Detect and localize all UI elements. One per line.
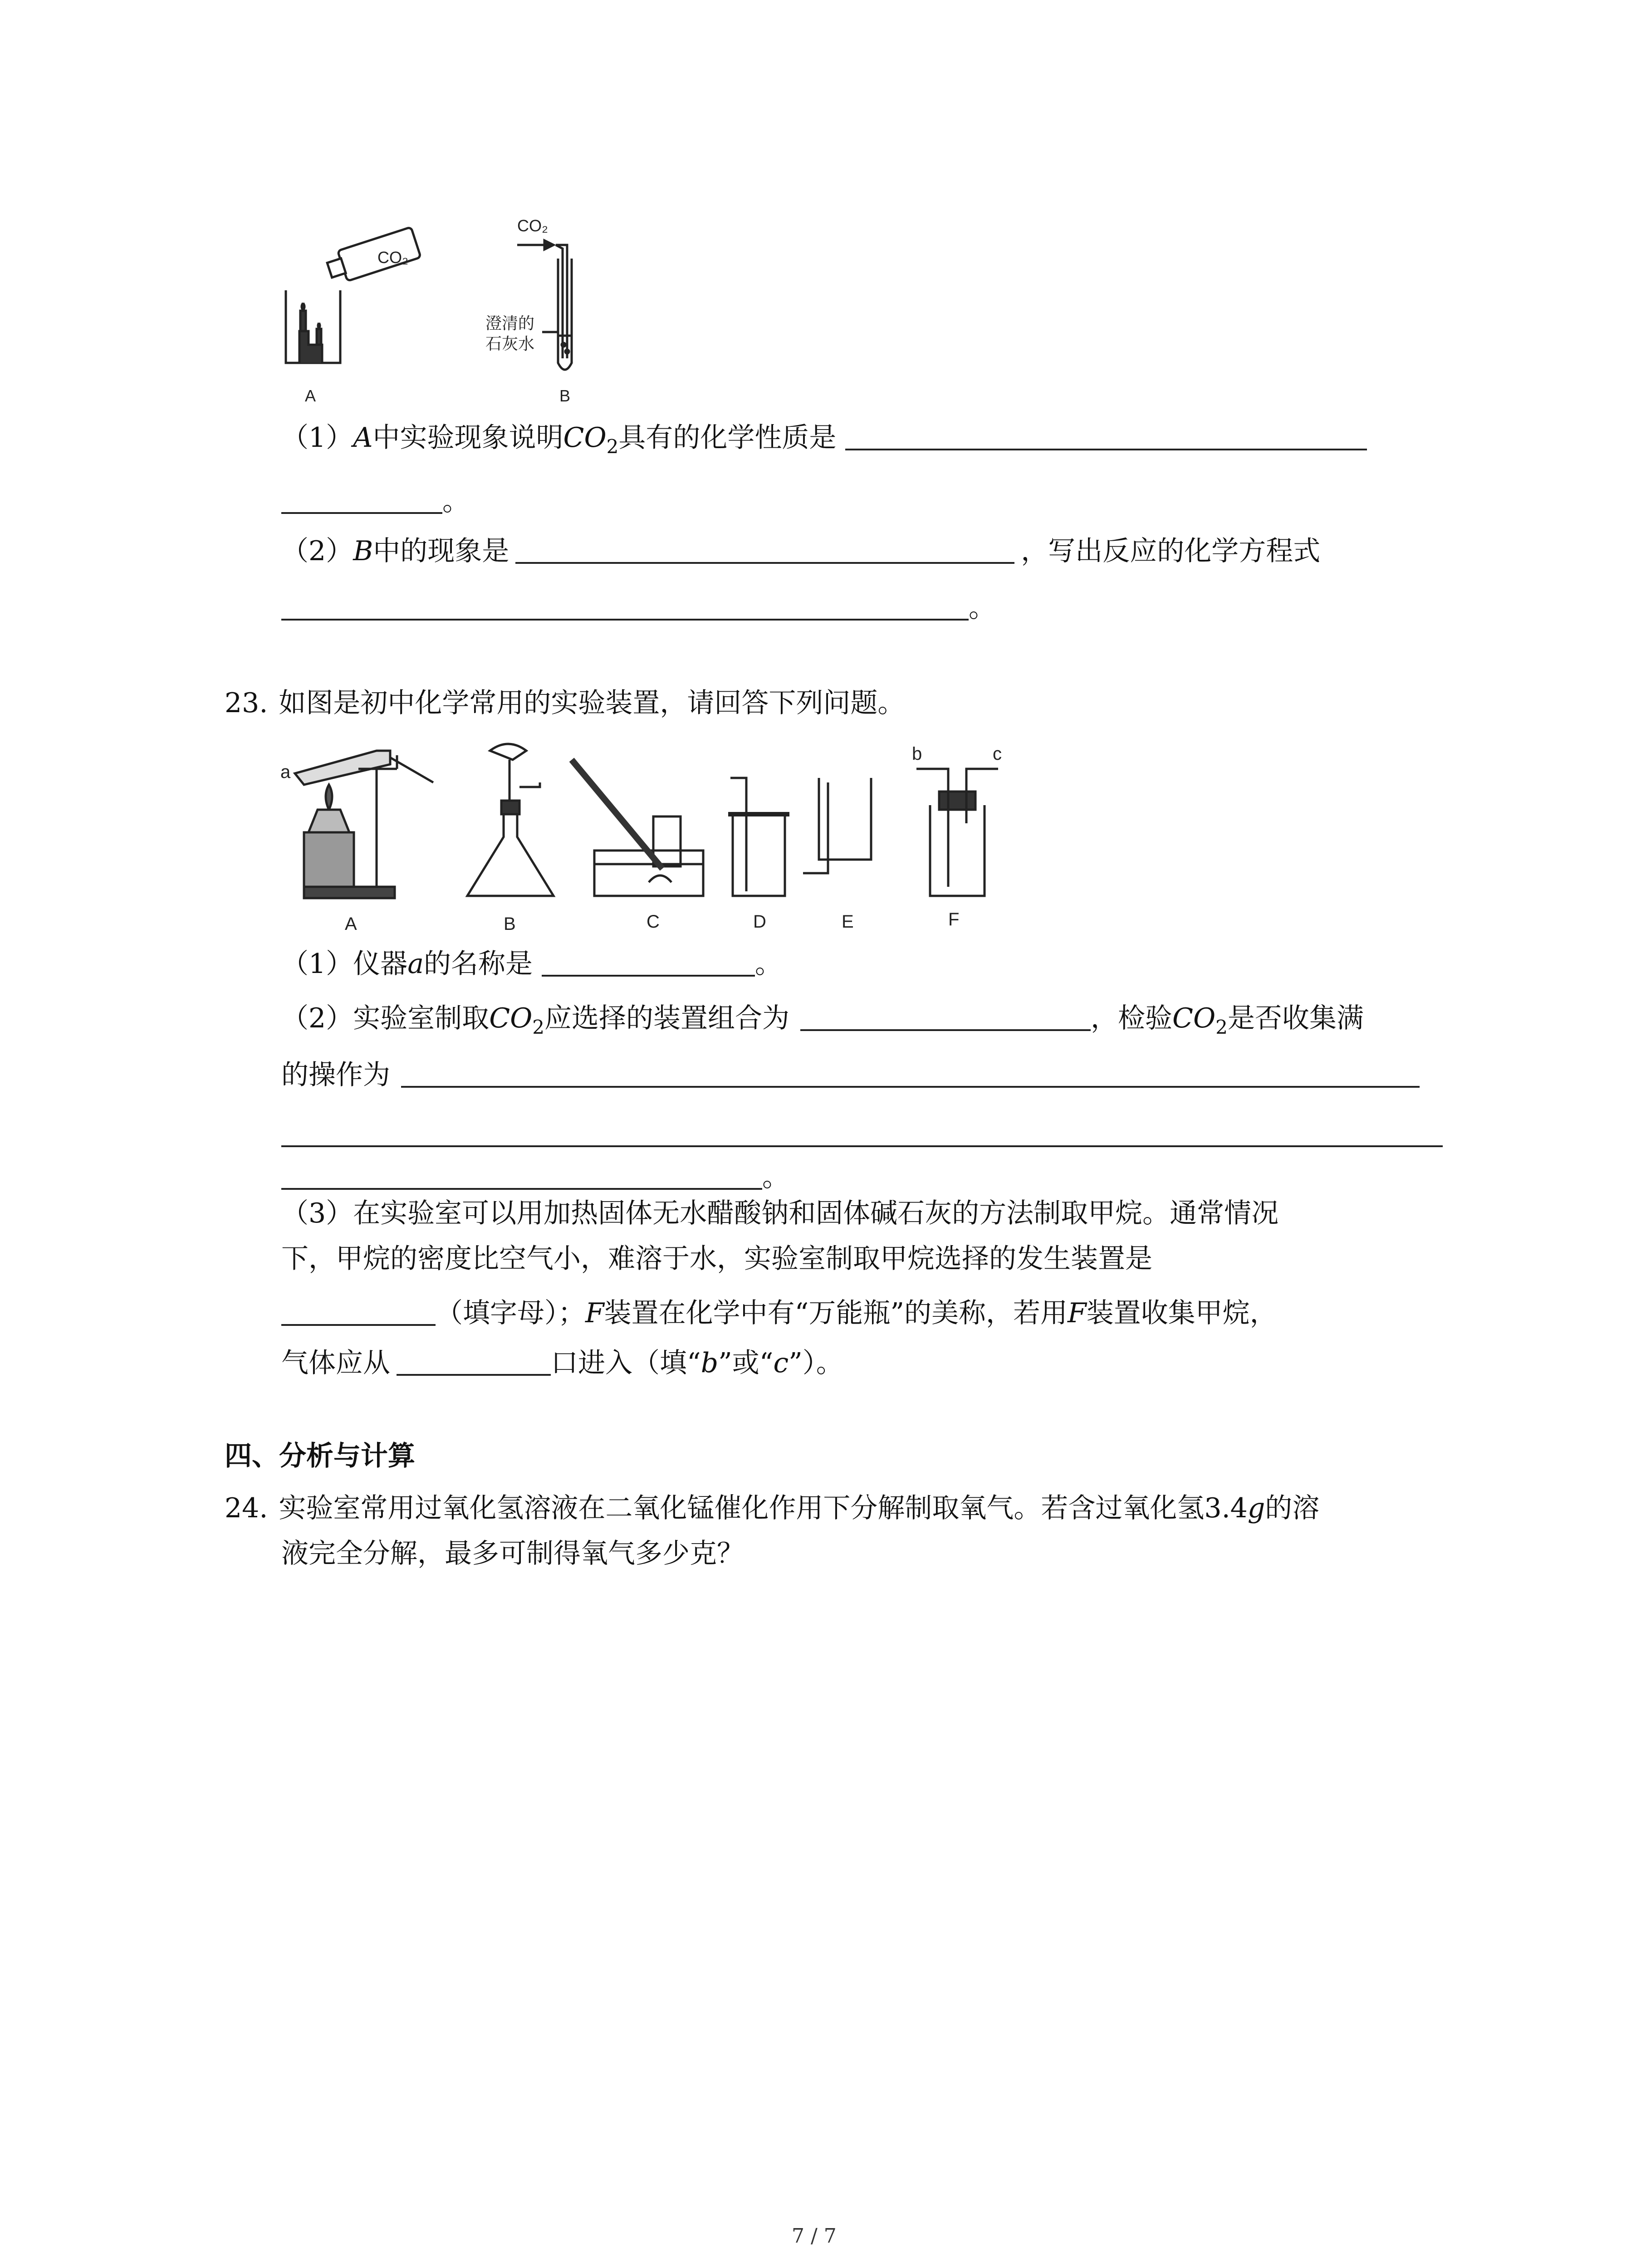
q22-part1-continued: 。	[281, 483, 470, 519]
figure-label-b: B	[504, 914, 516, 934]
figure-label-e: E	[842, 912, 854, 932]
port-c-label: c	[993, 744, 1002, 764]
figure-q22-apparatus	[272, 213, 644, 413]
q23-answer-blank-1[interactable]	[542, 947, 755, 977]
q23-operation-blank-line2[interactable]	[281, 1145, 1443, 1147]
q23-part1: （1）仪器a的名称是 。	[281, 946, 782, 982]
q22-part2: （2）B中的现象是 ，写出反应的化学方程式	[281, 533, 1320, 569]
q24-line1: 24. 实验室常用过氧化氢溶液在二氧化锰催化作用下分解制取氧气。若含过氧化氢3.4g的溶	[225, 1492, 1320, 1524]
figure-label-f: F	[948, 909, 960, 929]
q23-part2-line3: 。	[281, 1159, 789, 1195]
apparatus-d-bottle	[728, 778, 789, 896]
apparatus-a-heating	[295, 751, 433, 898]
q23-operation-blank-line3[interactable]	[281, 1160, 762, 1190]
q23-part2-line2: 的操作为	[281, 1057, 1420, 1093]
limewater-label-2: 石灰水	[485, 334, 535, 353]
figure-label-b: B	[559, 386, 571, 405]
section-heading: 四、分析与计算	[225, 1440, 415, 1472]
q23-stem: 23. 如图是初中化学常用的实验装置，请回答下列问题。	[225, 687, 905, 719]
q22-part1: （1）A中实验现象说明$CO_2$具有的化学性质是	[281, 420, 1367, 456]
apparatus-b-flask	[467, 744, 554, 896]
figure-label-c: C	[647, 912, 660, 932]
q22-answer-blank-2[interactable]	[515, 534, 1014, 564]
port-b-label: b	[912, 744, 922, 764]
q23-answer-blank-2[interactable]	[800, 1001, 1091, 1031]
apparatus-f-bottle	[916, 769, 998, 896]
figure-q23-apparatus	[277, 733, 1021, 941]
co2-bottle-label: CO₂	[377, 248, 408, 267]
q23-part2: （2）实验室制取$CO_2$应选择的装置组合为 ，检验$CO_2$是否收集满	[281, 1000, 1364, 1036]
q23-part3-line2: 下，甲烷的密度比空气小，难溶于水，实验室制取甲烷选择的发生装置是	[281, 1243, 1152, 1275]
q22-answer-blank-1[interactable]	[845, 420, 1367, 450]
figure-label-a: A	[345, 914, 357, 934]
figure-label-a: A	[305, 386, 316, 405]
q24-line2: 液完全分解，最多可制得氧气多少克？	[281, 1538, 744, 1569]
q23-inlet-blank[interactable]	[397, 1346, 551, 1376]
instrument-a-label: a	[280, 762, 291, 782]
q23-part3-line4: 气体应从 口进入（填“b”或“c”）。	[281, 1345, 843, 1381]
figure-label-d: D	[753, 912, 766, 932]
q22-answer-blank-1b[interactable]	[281, 484, 442, 514]
limewater-label-1: 澄清的	[485, 314, 535, 332]
q23-generator-blank[interactable]	[281, 1296, 436, 1326]
apparatus-c-water-trough	[572, 760, 703, 896]
q22-part2-continued: 。	[281, 590, 996, 626]
apparatus-e-bottle	[803, 778, 871, 873]
q22-equation-blank[interactable]	[281, 591, 969, 621]
q23-part3-line3: （填字母）；F装置在化学中有“万能瓶”的美称，若用F装置收集甲烷，	[281, 1295, 1277, 1331]
beaker-with-candles-illustration	[286, 290, 340, 363]
page-number: 7 / 7	[792, 2224, 837, 2248]
co2-inlet-label: CO₂	[517, 216, 548, 235]
q23-operation-blank[interactable]	[401, 1058, 1420, 1088]
q23-part3-line1: （3）在实验室可以用加热固体无水醋酸钠和固体碱石灰的方法制取甲烷。通常情况	[281, 1198, 1279, 1229]
